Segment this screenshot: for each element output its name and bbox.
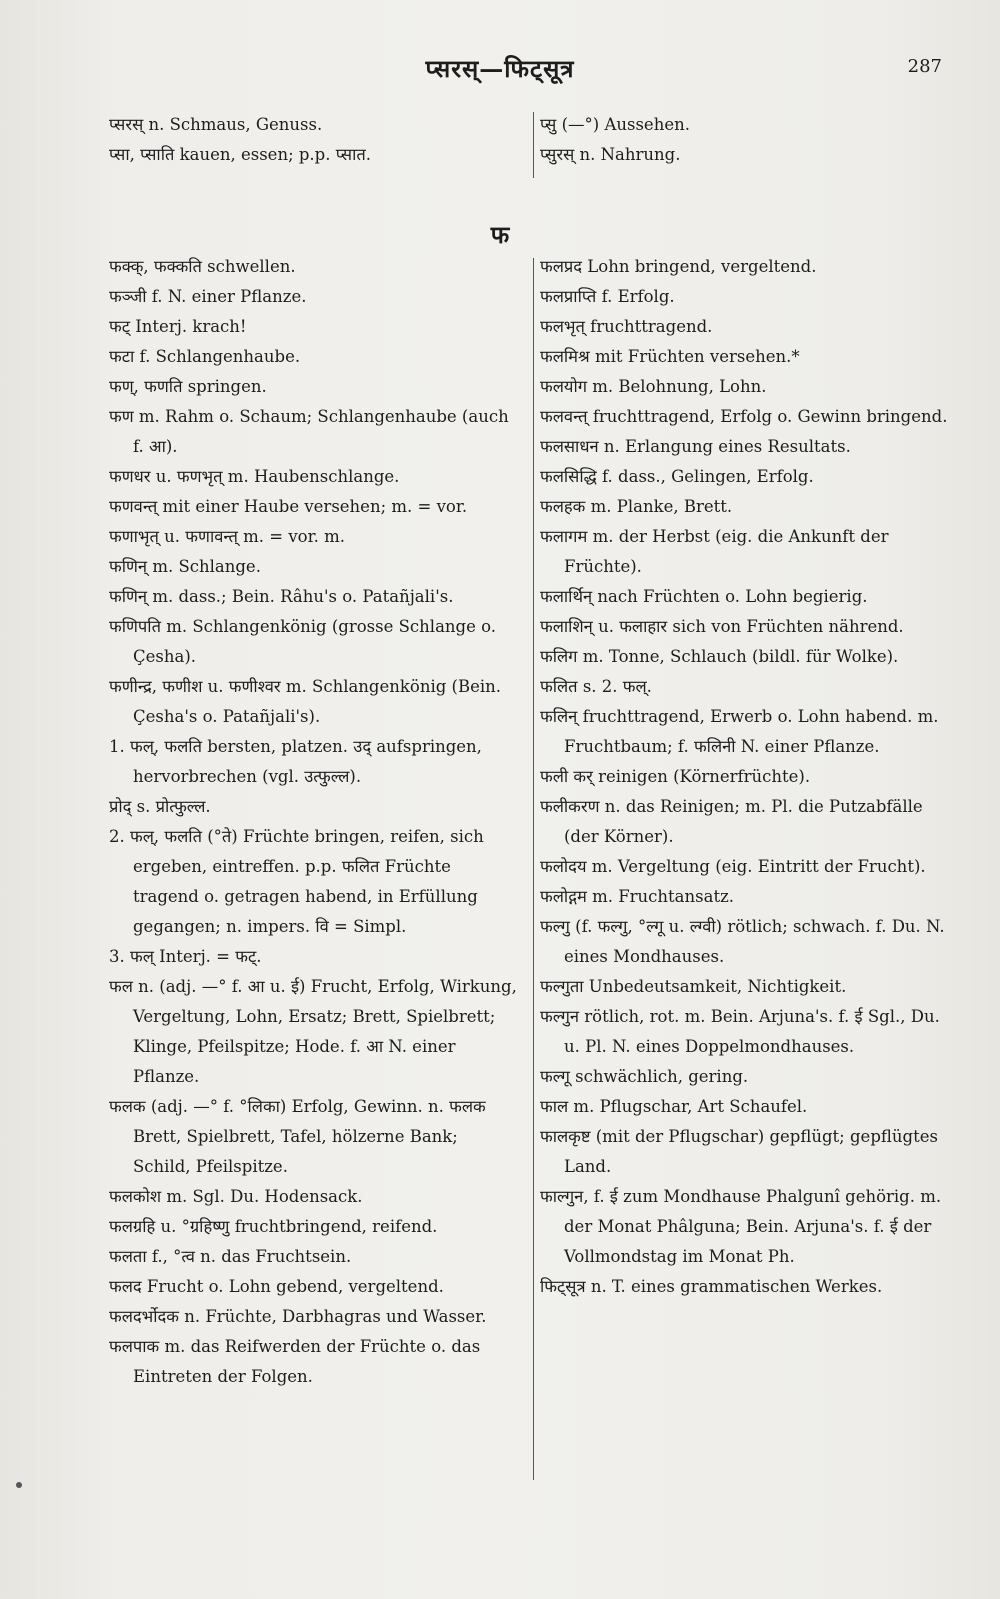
dictionary-entry: फलागम m. der Herbst (eig. die Ankunft der Früchte). [540, 527, 889, 576]
dictionary-entry: फलकोश m. Sgl. Du. Hodensack. [109, 1187, 363, 1206]
dictionary-entry: फलीकरण n. das Reinigen; m. Pl. die Putzabfälle (der Körner). [540, 797, 923, 846]
dictionary-entry: फलवन्त् fruchttragend, Erfolg o. Gewinn bringend. [540, 407, 948, 426]
dictionary-entry: फञ्जी f. N. einer Pflanze. [109, 287, 307, 306]
dictionary-entry: फालकृष्ट (mit der Pflugschar) gepflügt; gepflügtes Land. [540, 1127, 938, 1176]
running-head: प्सरस्—फिट्सूत्र [425, 54, 575, 83]
dictionary-entry: फणवन्त् mit einer Haube versehen; m. = vor. [109, 497, 468, 516]
dictionary-entry: फलग्रहि u. °ग्रहिष्णु fruchtbringend, reifend. [109, 1217, 438, 1236]
dictionary-entry: फलार्थिन् nach Früchten o. Lohn begierig. [540, 587, 868, 606]
dictionary-entry: फलभृत् fruchttragend. [540, 317, 713, 336]
dictionary-entry: फलसाधन n. Erlangung eines Resultats. [540, 437, 851, 456]
page-header [0, 52, 1000, 92]
left-column [109, 110, 519, 1392]
right-column [540, 110, 950, 1302]
right-entry-list [540, 252, 950, 1302]
dictionary-entry: फणधर u. फणभृत् m. Haubenschlange. [109, 467, 400, 486]
dictionary-entry: प्सु (—°) Aussehen. [540, 115, 690, 134]
dictionary-entry: प्सरस् n. Schmaus, Genuss. [109, 115, 323, 134]
dictionary-entry: 1. फल्, फलति bersten, platzen. उद् aufspringen, hervorbrechen (vgl. उत्फुल्ल). [109, 737, 482, 786]
dictionary-entry: फट् Interj. krach! [109, 317, 247, 336]
dictionary-entry: फलसिद्धि f. dass., Gelingen, Erfolg. [540, 467, 814, 486]
dictionary-entry: फलप्राप्ति f. Erfolg. [540, 287, 675, 306]
dictionary-entry: फलप्रद Lohn bringend, vergeltend. [540, 257, 817, 276]
dictionary-entry: फणिन् m. dass.; Bein. Râhu's o. Patañjali's. [109, 587, 454, 606]
dictionary-entry: फलोदय m. Vergeltung (eig. Eintritt der Frucht). [540, 857, 926, 876]
dictionary-entry: प्रोद् s. प्रोत्फुल्ल. [109, 797, 211, 816]
section-gap [109, 170, 519, 252]
dictionary-entry: फलित s. 2. फल्. [540, 677, 652, 696]
dictionary-entry: फली कर् reinigen (Körnerfrüchte). [540, 767, 811, 786]
dictionary-entry: फणाभृत् u. फणावन्त् m. = vor. m. [109, 527, 346, 546]
section-letter: फ [490, 220, 510, 249]
margin-mark [16, 1482, 22, 1488]
dictionary-entry: फण m. Rahm o. Schaum; Schlangenhaube (auch f. आ). [109, 407, 509, 456]
dictionary-entry: फाल m. Pflugschar, Art Schaufel. [540, 1097, 808, 1116]
dictionary-entry: फलता f., °त्व n. das Fruchtsein. [109, 1247, 352, 1266]
dictionary-entry: फटा f. Schlangenhaube. [109, 347, 301, 366]
section-gap [540, 170, 950, 252]
dictionary-entry: फल्गुता Unbedeutsamkeit, Nichtigkeit. [540, 977, 847, 996]
left-entry-list [109, 252, 519, 1392]
dictionary-entry: फल्गु (f. फल्गु, °ल्गू u. ल्ग्वी) rötlich; schwach. f. Du. N. eines Mondhauses. [540, 917, 945, 966]
dictionary-entry: फक्क्, फक्कति schwellen. [109, 257, 296, 276]
dictionary-entry: 2. फल्, फलति (°ते) Früchte bringen, reifen, sich ergeben, eintreffen. p.p. फलित Früchte tragend o. getragen habend, in Erfüllung gegangen; n. impers. वि = Simpl. [109, 827, 484, 936]
dictionary-entry: 3. फल् Interj. = फट्. [109, 947, 262, 966]
dictionary-entry: फिट्सूत्र n. T. eines grammatischen Werkes. [540, 1277, 883, 1296]
dictionary-entry: फलद Frucht o. Lohn gebend, vergeltend. [109, 1277, 444, 1296]
dictionary-entry: फलिन् fruchttragend, Erwerb o. Lohn habend. m. Fruchtbaum; f. फलिनी N. einer Pflanze. [540, 707, 939, 756]
dictionary-entry: फलिग m. Tonne, Schlauch (bildl. für Wolke). [540, 647, 899, 666]
dictionary-entry: फणीन्द्र, फणीश u. फणीश्वर m. Schlangenkönig (Bein. Çesha's o. Patañjali's). [109, 677, 502, 726]
dictionary-entry: फलयोग m. Belohnung, Lohn. [540, 377, 767, 396]
dictionary-entry: फाल्गुन, f. ई zum Mondhause Phalgunî gehörig. m. der Monat Phâlguna; Bein. Arjuna's. f. ई der Vollmondstag im Monat Ph. [540, 1187, 942, 1266]
dictionary-entry: फल्गुन rötlich, rot. m. Bein. Arjuna's. f. ई Sgl., Du. u. Pl. N. eines Doppelmondhauses. [540, 1007, 940, 1056]
column-divider-top [533, 112, 534, 178]
dictionary-entry: फलहक m. Planke, Brett. [540, 497, 733, 516]
dictionary-entry: फल n. (adj. —° f. आ u. ई) Frucht, Erfolg, Wirkung, Vergeltung, Lohn, Ersatz; Brett, Spielbrett; Klinge, Pfeilspitze; Hode. f. आ N. einer Pflanze. [109, 977, 517, 1086]
dictionary-entry: फणिन् m. Schlange. [109, 557, 261, 576]
dictionary-entry: फलमिश्र mit Früchten versehen.* [540, 347, 800, 366]
dictionary-entry: प्सा, प्साति kauen, essen; p.p. प्सात. [109, 145, 371, 164]
dictionary-entry: फलदर्भोदक n. Früchte, Darbhagras und Wasser. [109, 1307, 487, 1326]
dictionary-entry: प्सुरस् n. Nahrung. [540, 145, 681, 164]
dictionary-entry: फलाशिन् u. फलाहार sich von Früchten nährend. [540, 617, 904, 636]
dictionary-entry: फणिपति m. Schlangenkönig (grosse Schlange o. Çesha). [109, 617, 497, 666]
page-number: 287 [907, 56, 942, 77]
dictionary-entry: फण्, फणति springen. [109, 377, 267, 396]
dictionary-entry: फलोद्गम m. Fruchtansatz. [540, 887, 735, 906]
dictionary-entry: फलक (adj. —° f. °लिका) Erfolg, Gewinn. n. फलक Brett, Spielbrett, Tafel, hölzerne Bank; Schild, Pfeilspitze. [109, 1097, 486, 1176]
column-divider-main [533, 258, 534, 1480]
dictionary-entry: फलपाक m. das Reifwerden der Früchte o. das Eintreten der Folgen. [109, 1337, 481, 1386]
dictionary-entry: फल्गू schwächlich, gering. [540, 1067, 749, 1086]
